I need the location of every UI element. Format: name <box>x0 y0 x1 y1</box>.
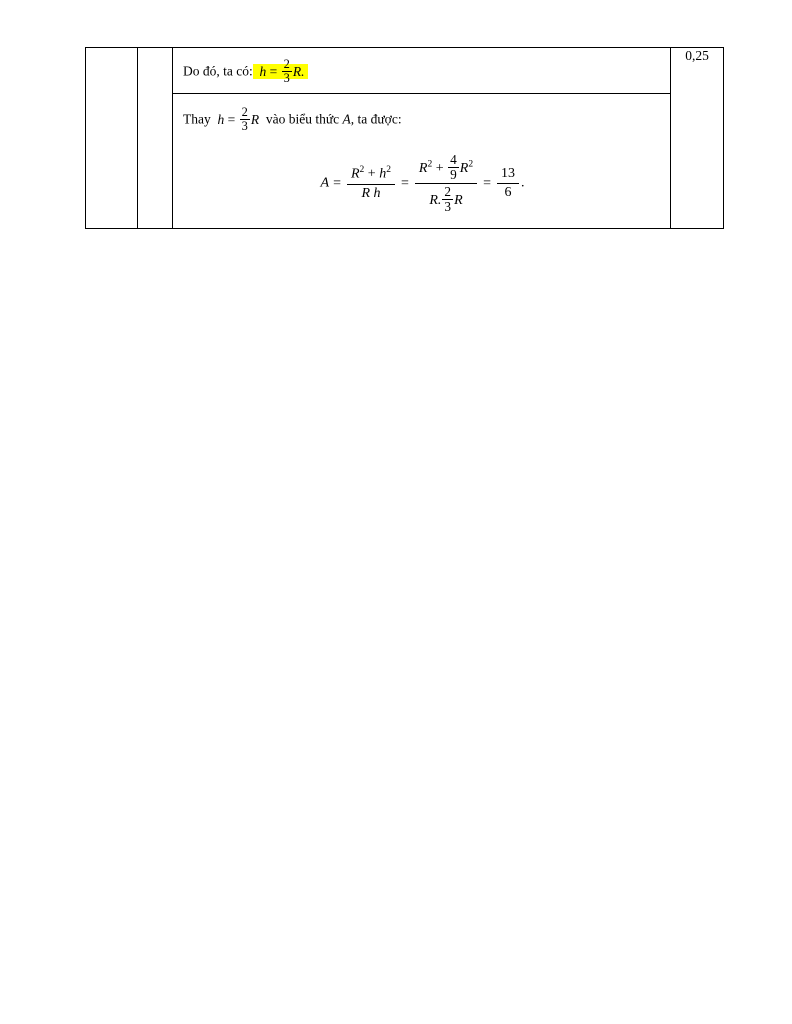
equation-lhs: A <box>320 175 330 191</box>
fraction-denominator: 3 <box>241 119 248 134</box>
fraction-term-2 <box>415 153 477 214</box>
fraction-numerator: 4 <box>450 152 457 168</box>
fraction-numerator: 2 <box>444 184 452 200</box>
fraction-numerator: 2 <box>241 105 248 120</box>
table-cell-score <box>671 48 724 229</box>
fraction-numerator: $R^2 + h^2$ <box>347 165 395 185</box>
answer-table <box>85 47 724 229</box>
fraction-denominator: R. $\frac{2}{3}$ R <box>429 184 463 214</box>
table-row <box>86 94 724 229</box>
fraction-two-thirds <box>282 58 292 85</box>
score-value: 0,25 <box>685 48 709 63</box>
table-cell-question-number <box>86 48 138 229</box>
fraction-two-thirds <box>240 106 250 133</box>
fraction-denominator: R h <box>361 185 381 201</box>
lead-text-middle: vào biểu thức <box>265 111 340 127</box>
fraction-denominator: 6 <box>504 185 512 201</box>
fraction-four-ninths <box>448 153 459 182</box>
fraction-two-thirds <box>442 185 453 214</box>
statement-line-1 <box>183 58 662 85</box>
fraction-denominator: 9 <box>450 167 457 183</box>
lead-text-end: , ta được: <box>350 111 402 127</box>
table-cell-content-top <box>173 48 671 94</box>
highlighted-formula: h = $\frac{2}{3}$ R. <box>252 57 308 86</box>
fraction-denominator: 3 <box>444 198 452 214</box>
table-cell-part-number <box>138 48 173 229</box>
fraction-numerator: $R^2$ + $\frac{4}{9}$ $R^2$ <box>415 153 477 184</box>
fraction-term-1 <box>347 165 395 202</box>
table-cell-content-bottom <box>173 94 671 229</box>
table-row <box>86 48 724 94</box>
fraction-numerator: 13 <box>497 166 519 184</box>
variable-A: A <box>342 111 351 127</box>
lead-text-start: Thay <box>183 111 211 127</box>
main-equation: A = $\frac{R^2 + h^2}{\text{R h}}$ = $R^2$ + $\frac{4}{9}$ $R^2$ R. $\frac{2}{3}$ R = $\frac{13}{6}$ . <box>320 152 525 214</box>
equation-trailing-period: . <box>521 175 525 191</box>
fraction-result <box>497 166 519 201</box>
substitution-formula: h = $\frac{2}{3}$ R <box>214 105 266 134</box>
statement-line-2 <box>183 106 662 133</box>
lead-text: Do đó, ta có: <box>183 63 253 79</box>
fraction-numerator: 2 <box>283 57 290 71</box>
fraction-denominator: 3 <box>283 71 290 86</box>
